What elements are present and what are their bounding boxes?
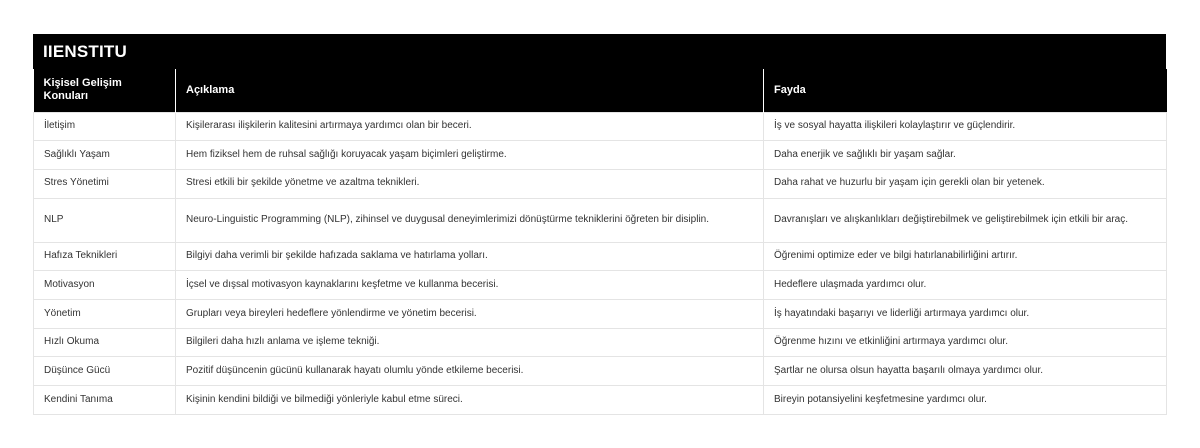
topic-cell: Yönetim xyxy=(34,299,176,328)
description-cell: Hem fiziksel hem de ruhsal sağlığı koruyacak yaşam biçimleri geliştirme. xyxy=(176,141,764,170)
table-header-row xyxy=(34,69,1167,112)
topic-cell: Kendini Tanıma xyxy=(34,386,176,415)
topic-cell: Sağlıklı Yaşam xyxy=(34,141,176,170)
benefit-cell: Davranışları ve alışkanlıkları değiştirebilmek ve geliştirebilmek için etkili bir araç. xyxy=(764,198,1167,242)
benefit-cell: Daha enerjik ve sağlıklı bir yaşam sağlar. xyxy=(764,141,1167,170)
benefit-cell: İş hayatındaki başarıyı ve liderliği artırmaya yardımcı olur. xyxy=(764,299,1167,328)
brand-logo-text: IIENSTITU xyxy=(43,41,127,61)
header-description: Açıklama xyxy=(176,69,764,112)
topic-cell: Stres Yönetimi xyxy=(34,169,176,198)
table-row xyxy=(34,386,1167,415)
benefit-cell: Bireyin potansiyelini keşfetmesine yardımcı olur. xyxy=(764,386,1167,415)
table-row xyxy=(34,299,1167,328)
topic-cell: Hafıza Teknikleri xyxy=(34,242,176,271)
description-cell: Grupları veya bireyleri hedeflere yönlendirme ve yönetim becerisi. xyxy=(176,299,764,328)
description-cell: Kişilerarası ilişkilerin kalitesini artırmaya yardımcı olan bir beceri. xyxy=(176,112,764,141)
table-row xyxy=(34,271,1167,300)
benefit-cell: Öğrenimi optimize eder ve bilgi hatırlanabilirliğini artırır. xyxy=(764,242,1167,271)
topic-cell: Motivasyon xyxy=(34,271,176,300)
description-cell: Bilgiyi daha verimli bir şekilde hafızada saklama ve hatırlama yolları. xyxy=(176,242,764,271)
benefit-cell: Daha rahat ve huzurlu bir yaşam için gerekli olan bir yetenek. xyxy=(764,169,1167,198)
description-cell: Kişinin kendini bildiği ve bilmediği yönleriyle kabul etme süreci. xyxy=(176,386,764,415)
benefit-cell: Hedeflere ulaşmada yardımcı olur. xyxy=(764,271,1167,300)
table-row xyxy=(34,141,1167,170)
topic-cell: Hızlı Okuma xyxy=(34,328,176,357)
table-row xyxy=(34,357,1167,386)
benefit-cell: Şartlar ne olursa olsun hayatta başarılı olmaya yardımcı olur. xyxy=(764,357,1167,386)
personal-development-table xyxy=(33,69,1167,415)
description-cell: Bilgileri daha hızlı anlama ve işleme tekniği. xyxy=(176,328,764,357)
table-row xyxy=(34,169,1167,198)
topic-cell: NLP xyxy=(34,198,176,242)
description-cell: Neuro-Linguistic Programming (NLP), zihinsel ve duygusal deneyimlerimizi dönüştürme tekniklerini öğreten bir disiplin. xyxy=(176,198,764,242)
description-cell: Stresi etkili bir şekilde yönetme ve azaltma teknikleri. xyxy=(176,169,764,198)
benefit-cell: İş ve sosyal hayatta ilişkileri kolaylaştırır ve güçlendirir. xyxy=(764,112,1167,141)
table-row xyxy=(34,242,1167,271)
topic-cell: Düşünce Gücü xyxy=(34,357,176,386)
header-topics: Kişisel Gelişim Konuları xyxy=(34,69,176,112)
benefit-cell: Öğrenme hızını ve etkinliğini artırmaya yardımcı olur. xyxy=(764,328,1167,357)
table-row xyxy=(34,328,1167,357)
content-wrapper xyxy=(33,34,1166,415)
brand-bar xyxy=(33,34,1166,69)
header-benefit: Fayda xyxy=(764,69,1167,112)
table-row xyxy=(34,112,1167,141)
topic-cell: İletişim xyxy=(34,112,176,141)
table-row xyxy=(34,198,1167,242)
description-cell: İçsel ve dışsal motivasyon kaynaklarını keşfetme ve kullanma becerisi. xyxy=(176,271,764,300)
description-cell: Pozitif düşüncenin gücünü kullanarak hayatı olumlu yönde etkileme becerisi. xyxy=(176,357,764,386)
